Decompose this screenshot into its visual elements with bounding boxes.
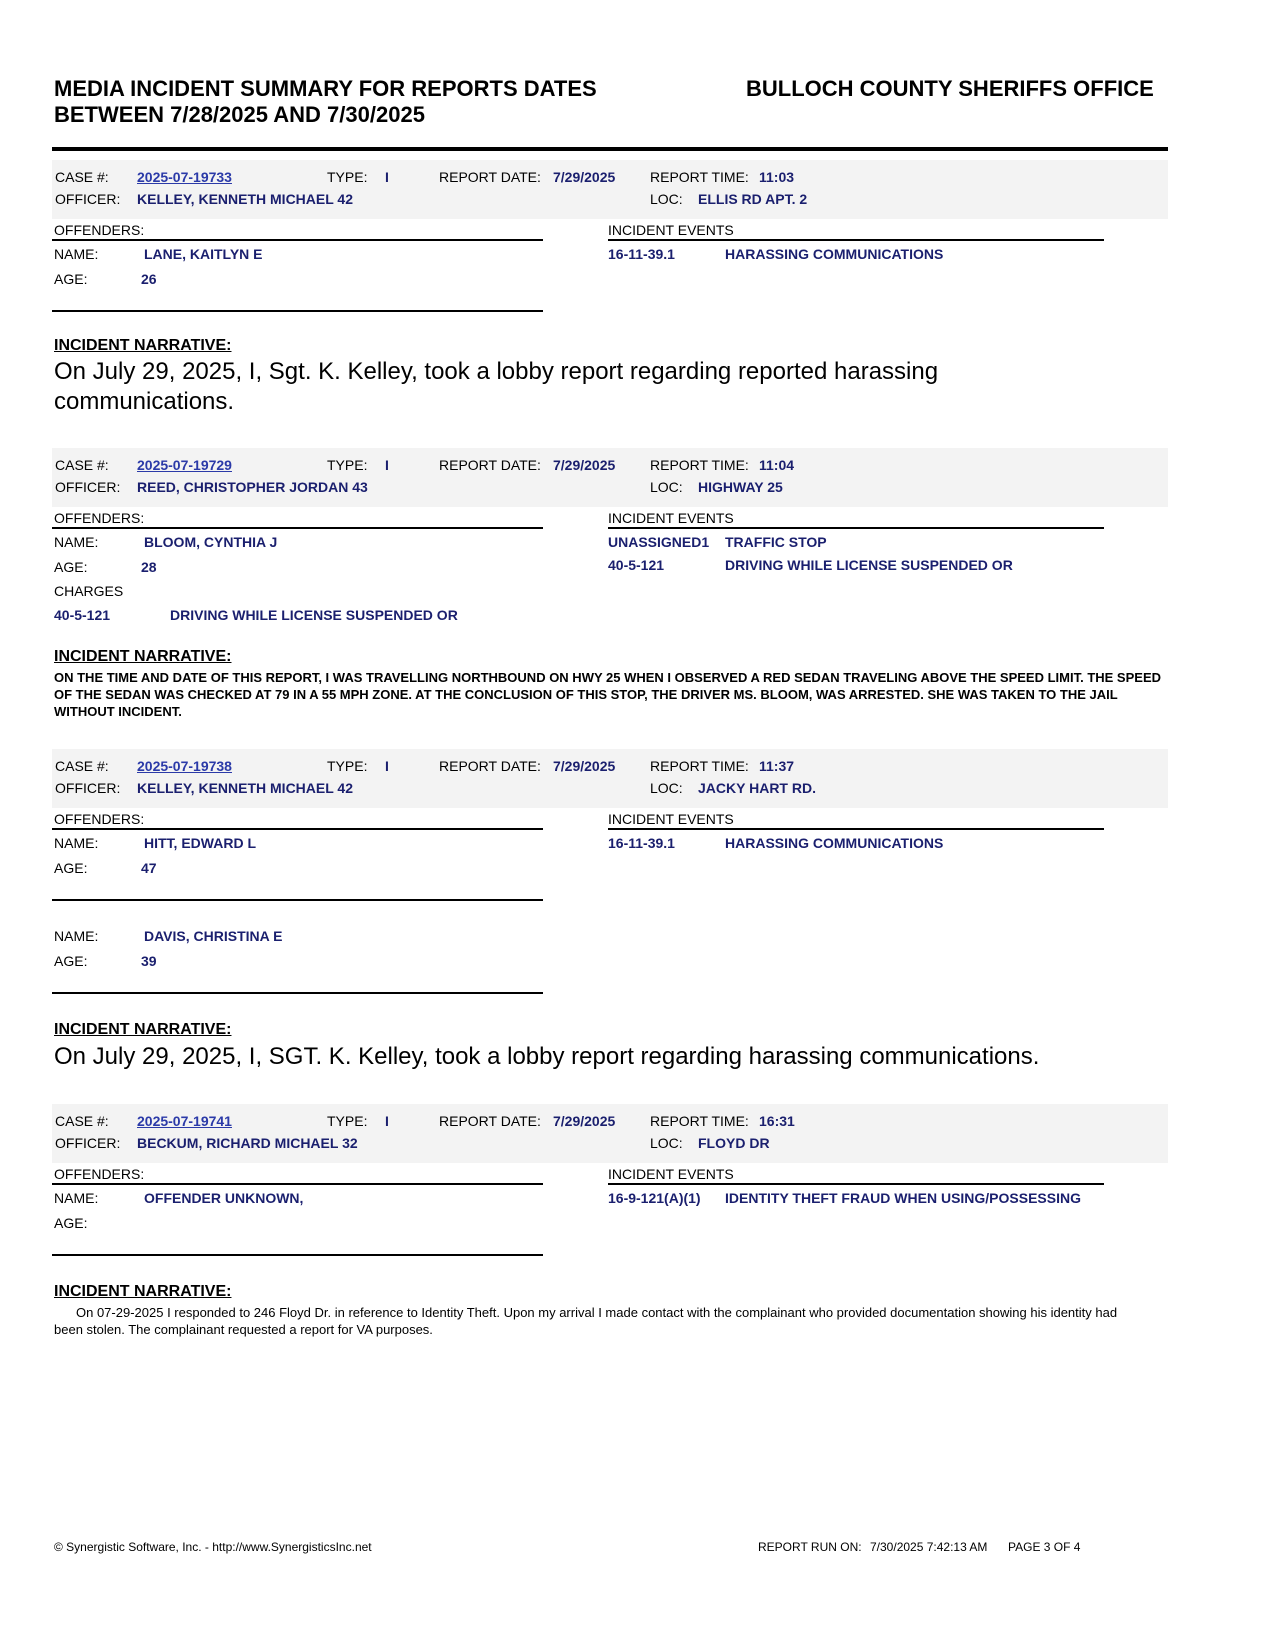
case-number-label: CASE #: bbox=[55, 758, 109, 774]
charge-description: DRIVING WHILE LICENSE SUSPENDED OR bbox=[170, 607, 458, 623]
incident-events-label: INCIDENT EVENTS bbox=[608, 222, 734, 238]
age-label: AGE: bbox=[54, 860, 88, 876]
incident-events-label: INCIDENT EVENTS bbox=[608, 811, 734, 827]
report-time-label: REPORT TIME: bbox=[650, 457, 749, 473]
event-code: 40-5-121 bbox=[608, 557, 665, 573]
offender-name: OFFENDER UNKNOWN, bbox=[144, 1190, 304, 1206]
offenders-divider bbox=[52, 527, 543, 529]
case-number-link[interactable]: 2025-07-19733 bbox=[137, 169, 232, 185]
event-description: HARASSING COMMUNICATIONS bbox=[725, 246, 944, 262]
case-number-label: CASE #: bbox=[55, 457, 109, 473]
offender-name: BLOOM, CYNTHIA J bbox=[144, 534, 278, 550]
offender-name: HITT, EDWARD L bbox=[144, 835, 256, 851]
report-time-value: 16:31 bbox=[759, 1113, 795, 1129]
offenders-divider bbox=[52, 239, 543, 241]
narrative-text: On July 29, 2025, I, Sgt. K. Kelley, took a lobby report regarding reported harassing communications. bbox=[54, 358, 939, 415]
name-label: NAME: bbox=[54, 928, 99, 944]
offenders-divider bbox=[52, 828, 543, 830]
offender-age: 47 bbox=[141, 860, 157, 876]
location-label: LOC: bbox=[650, 479, 683, 495]
event-description: HARASSING COMMUNICATIONS bbox=[725, 835, 944, 851]
type-value: I bbox=[385, 1113, 389, 1129]
offender-age: 39 bbox=[141, 953, 157, 969]
location-value: ELLIS RD APT. 2 bbox=[698, 191, 808, 207]
type-label: TYPE: bbox=[327, 758, 368, 774]
offender-name: DAVIS, CHRISTINA E bbox=[144, 928, 283, 944]
report-time-label: REPORT TIME: bbox=[650, 1113, 749, 1129]
event-code: 16-9-121(A)(1) bbox=[608, 1190, 701, 1206]
offenders-label: OFFENDERS: bbox=[54, 222, 145, 238]
event-description: TRAFFIC STOP bbox=[725, 534, 827, 550]
officer-label: OFFICER: bbox=[55, 479, 121, 495]
officer-label: OFFICER: bbox=[55, 1135, 121, 1151]
report-date-label: REPORT DATE: bbox=[439, 457, 541, 473]
narrative-heading: INCIDENT NARRATIVE: bbox=[54, 1283, 232, 1300]
offender-name: LANE, KAITLYN E bbox=[144, 246, 263, 262]
report-date-label: REPORT DATE: bbox=[439, 1113, 541, 1129]
incident-events-label: INCIDENT EVENTS bbox=[608, 1166, 734, 1182]
case-number-label: CASE #: bbox=[55, 169, 109, 185]
event-code: UNASSIGNED1 bbox=[608, 534, 710, 550]
type-label: TYPE: bbox=[327, 1113, 368, 1129]
location-label: LOC: bbox=[650, 780, 683, 796]
report-date-value: 7/29/2025 bbox=[553, 1113, 616, 1129]
narrative-heading: INCIDENT NARRATIVE: bbox=[54, 648, 232, 665]
location-value: FLOYD DR bbox=[698, 1135, 770, 1151]
officer-value: REED, CHRISTOPHER JORDAN 43 bbox=[137, 479, 368, 495]
event-code: 16-11-39.1 bbox=[608, 246, 675, 262]
offenders-label: OFFENDERS: bbox=[54, 1166, 145, 1182]
charge-code: 40-5-121 bbox=[54, 607, 111, 623]
name-label: NAME: bbox=[54, 534, 99, 550]
type-label: TYPE: bbox=[327, 169, 368, 185]
offender-end-divider bbox=[52, 310, 543, 312]
officer-label: OFFICER: bbox=[55, 191, 121, 207]
report-date-value: 7/29/2025 bbox=[553, 758, 616, 774]
age-label: AGE: bbox=[54, 271, 88, 287]
events-divider bbox=[608, 239, 1104, 241]
report-time-label: REPORT TIME: bbox=[650, 169, 749, 185]
narrative-heading: INCIDENT NARRATIVE: bbox=[54, 337, 232, 354]
narrative-heading: INCIDENT NARRATIVE: bbox=[54, 1021, 232, 1038]
events-divider bbox=[608, 828, 1104, 830]
type-label: TYPE: bbox=[327, 457, 368, 473]
officer-value: KELLEY, KENNETH MICHAEL 42 bbox=[137, 191, 353, 207]
age-label: AGE: bbox=[54, 1215, 88, 1231]
events-divider bbox=[608, 1183, 1104, 1185]
offender-age: 28 bbox=[141, 559, 157, 575]
events-divider bbox=[608, 527, 1104, 529]
type-value: I bbox=[385, 169, 389, 185]
type-value: I bbox=[385, 457, 389, 473]
name-label: NAME: bbox=[54, 1190, 99, 1206]
report-time-value: 11:37 bbox=[759, 758, 795, 774]
report-title: MEDIA INCIDENT SUMMARY FOR REPORTS DATES BETWEEN 7/28/2025 AND 7/30/2025 bbox=[54, 76, 597, 127]
narrative-text: On 07-29-2025 I responded to 246 Floyd Dr. in reference to Identity Theft. Upon my arrival I made contact with the complainant who provided documentation showing his identity had been stolen. The complainant requested a report for VA purposes. bbox=[54, 1305, 1118, 1337]
age-label: AGE: bbox=[54, 953, 88, 969]
report-date-label: REPORT DATE: bbox=[439, 758, 541, 774]
case-number-link[interactable]: 2025-07-19741 bbox=[137, 1113, 232, 1129]
age-label: AGE: bbox=[54, 559, 88, 575]
event-code: 16-11-39.1 bbox=[608, 835, 675, 851]
offender-end-divider bbox=[52, 899, 543, 901]
offenders-label: OFFENDERS: bbox=[54, 510, 145, 526]
report-time-value: 11:04 bbox=[759, 457, 795, 473]
incident-events-label: INCIDENT EVENTS bbox=[608, 510, 734, 526]
copyright-footer: © Synergistic Software, Inc. - http://www.SynergisticsInc.net bbox=[54, 1540, 372, 1554]
narrative-text: On July 29, 2025, I, SGT. K. Kelley, took a lobby report regarding harassing communications. bbox=[54, 1043, 1040, 1070]
report-time-value: 11:03 bbox=[759, 169, 795, 185]
officer-value: KELLEY, KENNETH MICHAEL 42 bbox=[137, 780, 353, 796]
location-label: LOC: bbox=[650, 1135, 683, 1151]
page-number: PAGE 3 OF 4 bbox=[1008, 1540, 1081, 1554]
narrative-text: ON THE TIME AND DATE OF THIS REPORT, I WAS TRAVELLING NORTHBOUND ON HWY 25 WHEN I OBSERVED A RED SEDAN TRAVELING ABOVE THE SPEED LIMIT. THE SPEED OF THE SEDAN WAS CHECKED AT 79 IN A 55 MPH ZONE. AT THE CONCLUSION OF THIS STOP, THE DRIVER MS. BLOOM, WAS ARRESTED. SHE WAS TAKEN TO THE JAIL WITHOUT INCIDENT. bbox=[54, 670, 1162, 719]
offenders-label: OFFENDERS: bbox=[54, 811, 145, 827]
report-date-value: 7/29/2025 bbox=[553, 457, 616, 473]
type-value: I bbox=[385, 758, 389, 774]
officer-label: OFFICER: bbox=[55, 780, 121, 796]
report-date-value: 7/29/2025 bbox=[553, 169, 616, 185]
offenders-divider bbox=[52, 1183, 543, 1185]
officer-value: BECKUM, RICHARD MICHAEL 32 bbox=[137, 1135, 358, 1151]
name-label: NAME: bbox=[54, 835, 99, 851]
name-label: NAME: bbox=[54, 246, 99, 262]
case-number-label: CASE #: bbox=[55, 1113, 109, 1129]
case-number-link[interactable]: 2025-07-19738 bbox=[137, 758, 232, 774]
offender-end-divider bbox=[52, 1254, 543, 1256]
report-run-label: REPORT RUN ON: bbox=[758, 1540, 862, 1554]
report-date-label: REPORT DATE: bbox=[439, 169, 541, 185]
report-time-label: REPORT TIME: bbox=[650, 758, 749, 774]
offender-age: 26 bbox=[141, 271, 157, 287]
charges-label: CHARGES bbox=[54, 583, 124, 599]
header-divider bbox=[52, 147, 1168, 151]
location-label: LOC: bbox=[650, 191, 683, 207]
event-description: IDENTITY THEFT FRAUD WHEN USING/POSSESSING bbox=[725, 1190, 1081, 1206]
location-value: HIGHWAY 25 bbox=[698, 479, 783, 495]
agency-name: BULLOCH COUNTY SHERIFFS OFFICE bbox=[746, 76, 1154, 101]
location-value: JACKY HART RD. bbox=[698, 780, 816, 796]
offender-end-divider bbox=[52, 992, 543, 994]
event-description: DRIVING WHILE LICENSE SUSPENDED OR bbox=[725, 557, 1013, 573]
case-number-link[interactable]: 2025-07-19729 bbox=[137, 457, 232, 473]
report-run-value: 7/30/2025 7:42:13 AM bbox=[870, 1540, 988, 1554]
